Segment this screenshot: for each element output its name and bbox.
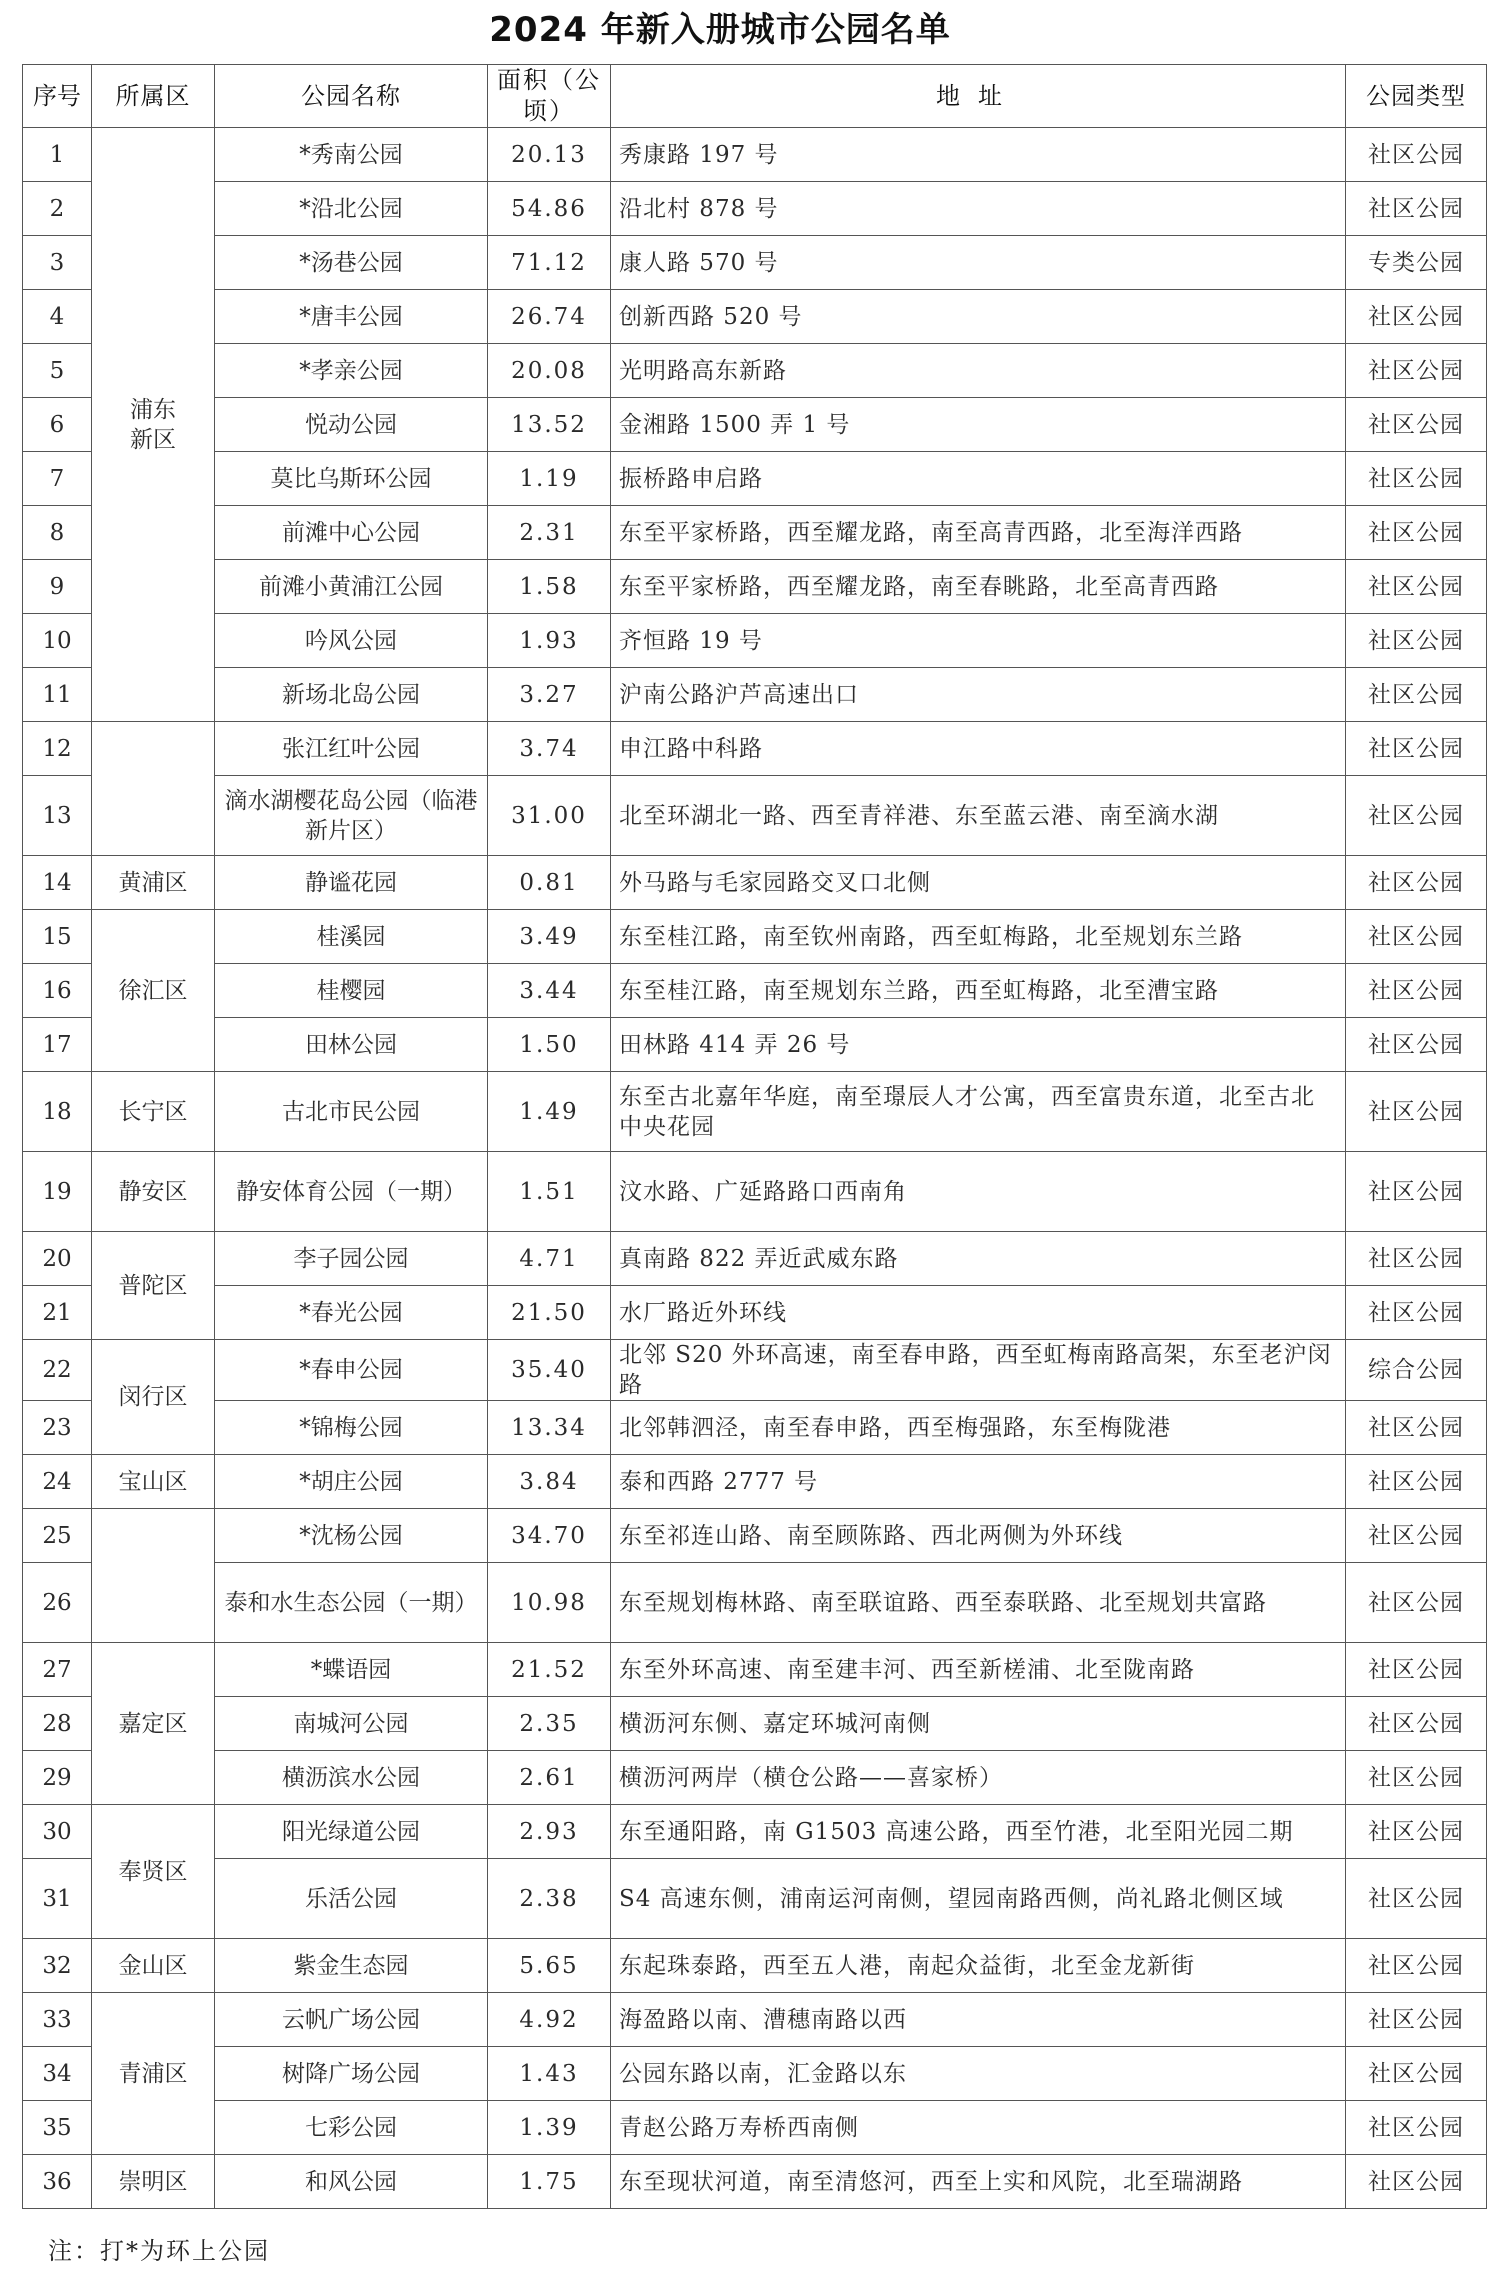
table-row (23, 128, 1487, 182)
cell-name: 阳光绿道公园 (215, 1805, 488, 1859)
cell-type: 社区公园 (1346, 1455, 1487, 1509)
cell-no: 3 (23, 236, 92, 290)
column-header-type: 公园类型 (1346, 65, 1487, 128)
cell-area: 5.65 (488, 1939, 611, 1993)
cell-type: 社区公园 (1346, 614, 1487, 668)
page-title: 2024 年新入册城市公园名单 (489, 10, 951, 50)
table-row (23, 290, 1487, 344)
cell-no: 24 (23, 1455, 92, 1509)
table-row (23, 1643, 1487, 1697)
cell-no: 27 (23, 1643, 92, 1697)
cell-district: 金山区 (92, 1939, 215, 1993)
cell-area: 1.19 (488, 452, 611, 506)
cell-no: 5 (23, 344, 92, 398)
cell-type: 社区公园 (1346, 1563, 1487, 1643)
cell-no: 1 (23, 128, 92, 182)
cell-address: 沿北村 878 号 (611, 182, 1346, 236)
cell-name: 泰和水生态公园（一期） (215, 1563, 488, 1643)
cell-type: 综合公园 (1346, 1340, 1487, 1401)
cell-no: 12 (23, 722, 92, 776)
cell-type: 社区公园 (1346, 452, 1487, 506)
cell-no: 29 (23, 1751, 92, 1805)
cell-no: 2 (23, 182, 92, 236)
cell-no: 23 (23, 1401, 92, 1455)
cell-address: 创新西路 520 号 (611, 290, 1346, 344)
cell-type: 社区公园 (1346, 856, 1487, 910)
cell-no: 21 (23, 1286, 92, 1340)
cell-area: 3.49 (488, 910, 611, 964)
table-row (23, 776, 1487, 856)
table-row (23, 452, 1487, 506)
cell-no: 9 (23, 560, 92, 614)
cell-name: *汤巷公园 (215, 236, 488, 290)
cell-name: *唐丰公园 (215, 290, 488, 344)
cell-type: 社区公园 (1346, 1751, 1487, 1805)
table-row (23, 1232, 1487, 1286)
cell-type: 社区公园 (1346, 910, 1487, 964)
cell-type: 社区公园 (1346, 1152, 1487, 1232)
cell-area: 2.61 (488, 1751, 611, 1805)
cell-name: *孝亲公园 (215, 344, 488, 398)
cell-address: 东至现状河道，南至清悠河，西至上实和风院，北至瑞湖路 (611, 2155, 1346, 2209)
cell-district (92, 722, 215, 856)
table-row (23, 1072, 1487, 1152)
cell-district: 长宁区 (92, 1072, 215, 1152)
cell-district (92, 1509, 215, 1643)
cell-address: 北至环湖北一路、西至青祥港、东至蓝云港、南至滴水湖 (611, 776, 1346, 856)
table-row (23, 1993, 1487, 2047)
cell-name: 田林公园 (215, 1018, 488, 1072)
cell-type: 社区公园 (1346, 1697, 1487, 1751)
cell-name: 静谧花园 (215, 856, 488, 910)
cell-address: 公园东路以南，汇金路以东 (611, 2047, 1346, 2101)
cell-name: 乐活公园 (215, 1859, 488, 1939)
cell-district: 闵行区 (92, 1340, 215, 1455)
cell-name: 和风公园 (215, 2155, 488, 2209)
cell-area: 3.27 (488, 668, 611, 722)
cell-type: 社区公园 (1346, 2101, 1487, 2155)
cell-name: 张江红叶公园 (215, 722, 488, 776)
cell-address: 真南路 822 弄近武威东路 (611, 1232, 1346, 1286)
cell-area: 3.44 (488, 964, 611, 1018)
cell-name: 前滩小黄浦江公园 (215, 560, 488, 614)
column-header-address: 地址 (611, 65, 1346, 128)
table-row (23, 1509, 1487, 1563)
cell-district: 宝山区 (92, 1455, 215, 1509)
cell-no: 8 (23, 506, 92, 560)
cell-name: 静安体育公园（一期） (215, 1152, 488, 1232)
table-row (23, 1939, 1487, 1993)
cell-type: 社区公园 (1346, 1401, 1487, 1455)
cell-name: 桂溪园 (215, 910, 488, 964)
park-table (22, 64, 1487, 2209)
footnote: 注：打*为环上公园 (48, 2237, 270, 2265)
cell-area: 3.74 (488, 722, 611, 776)
column-header-name: 公园名称 (215, 65, 488, 128)
cell-address: 东至平家桥路，西至耀龙路，南至春眺路，北至高青西路 (611, 560, 1346, 614)
cell-address: 振桥路申启路 (611, 452, 1346, 506)
cell-area: 20.13 (488, 128, 611, 182)
cell-name: 桂樱园 (215, 964, 488, 1018)
cell-type: 社区公园 (1346, 2155, 1487, 2209)
table-row (23, 1152, 1487, 1232)
table-row (23, 1563, 1487, 1643)
cell-name: 紫金生态园 (215, 1939, 488, 1993)
cell-address: 东至平家桥路，西至耀龙路，南至高青西路，北至海洋西路 (611, 506, 1346, 560)
cell-type: 社区公园 (1346, 776, 1487, 856)
cell-area: 1.75 (488, 2155, 611, 2209)
cell-area: 1.49 (488, 1072, 611, 1152)
cell-name: 滴水湖樱花岛公园（临港新片区） (215, 776, 488, 856)
cell-address: S4 高速东侧，浦南运河南侧，望园南路西侧，尚礼路北侧区域 (611, 1859, 1346, 1939)
cell-name: 云帆广场公园 (215, 1993, 488, 2047)
cell-address: 汶水路、广延路路口西南角 (611, 1152, 1346, 1232)
table-row (23, 614, 1487, 668)
cell-no: 15 (23, 910, 92, 964)
cell-name: 前滩中心公园 (215, 506, 488, 560)
cell-no: 7 (23, 452, 92, 506)
cell-name: 横沥滨水公园 (215, 1751, 488, 1805)
cell-type: 社区公园 (1346, 506, 1487, 560)
cell-area: 35.40 (488, 1340, 611, 1401)
cell-type: 社区公园 (1346, 1939, 1487, 1993)
cell-area: 26.74 (488, 290, 611, 344)
table-row (23, 2155, 1487, 2209)
cell-type: 社区公园 (1346, 668, 1487, 722)
cell-area: 0.81 (488, 856, 611, 910)
cell-address: 北邻 S20 外环高速，南至春申路，西至虹梅南路高架，东至老沪闵路 (611, 1340, 1346, 1401)
cell-district: 青浦区 (92, 1993, 215, 2155)
cell-address: 东至通阳路，南 G1503 高速公路，西至竹港，北至阳光园二期 (611, 1805, 1346, 1859)
table-row (23, 506, 1487, 560)
table-row (23, 1697, 1487, 1751)
cell-address: 东至桂江路，南至规划东兰路，西至虹梅路，北至漕宝路 (611, 964, 1346, 1018)
cell-name: *胡庄公园 (215, 1455, 488, 1509)
cell-name: 古北市民公园 (215, 1072, 488, 1152)
cell-no: 26 (23, 1563, 92, 1643)
cell-address: 申江路中科路 (611, 722, 1346, 776)
cell-type: 社区公园 (1346, 560, 1487, 614)
cell-no: 17 (23, 1018, 92, 1072)
cell-no: 34 (23, 2047, 92, 2101)
table-row (23, 1859, 1487, 1939)
cell-no: 32 (23, 1939, 92, 1993)
cell-address: 北邻韩泗泾，南至春申路，西至梅强路，东至梅陇港 (611, 1401, 1346, 1455)
table-row (23, 398, 1487, 452)
cell-area: 31.00 (488, 776, 611, 856)
cell-address: 东起珠泰路，西至五人港，南起众益街，北至金龙新街 (611, 1939, 1346, 1993)
cell-type: 社区公园 (1346, 1286, 1487, 1340)
cell-area: 21.50 (488, 1286, 611, 1340)
table-row (23, 2101, 1487, 2155)
cell-area: 2.31 (488, 506, 611, 560)
cell-address: 秀康路 197 号 (611, 128, 1346, 182)
cell-address: 水厂路近外环线 (611, 1286, 1346, 1340)
table-row (23, 1401, 1487, 1455)
cell-name: 吟风公园 (215, 614, 488, 668)
cell-area: 4.92 (488, 1993, 611, 2047)
table-row (23, 964, 1487, 1018)
table-row (23, 722, 1487, 776)
cell-district: 嘉定区 (92, 1643, 215, 1805)
cell-area: 13.52 (488, 398, 611, 452)
cell-no: 25 (23, 1509, 92, 1563)
cell-district: 黄浦区 (92, 856, 215, 910)
cell-no: 18 (23, 1072, 92, 1152)
cell-name: *沿北公园 (215, 182, 488, 236)
cell-name: 南城河公园 (215, 1697, 488, 1751)
cell-type: 社区公园 (1346, 1993, 1487, 2047)
cell-type: 社区公园 (1346, 1072, 1487, 1152)
column-header-district: 所属区 (92, 65, 215, 128)
cell-address: 齐恒路 19 号 (611, 614, 1346, 668)
cell-address: 沪南公路沪芦高速出口 (611, 668, 1346, 722)
cell-name: *秀南公园 (215, 128, 488, 182)
cell-no: 11 (23, 668, 92, 722)
cell-address: 横沥河东侧、嘉定环城河南侧 (611, 1697, 1346, 1751)
cell-name: *锦梅公园 (215, 1401, 488, 1455)
table-row (23, 1018, 1487, 1072)
cell-no: 22 (23, 1340, 92, 1401)
cell-address: 光明路高东新路 (611, 344, 1346, 398)
table-row (23, 668, 1487, 722)
table-row (23, 1455, 1487, 1509)
cell-type: 社区公园 (1346, 128, 1487, 182)
cell-type: 社区公园 (1346, 398, 1487, 452)
cell-area: 2.38 (488, 1859, 611, 1939)
cell-no: 16 (23, 964, 92, 1018)
cell-no: 33 (23, 1993, 92, 2047)
cell-area: 1.51 (488, 1152, 611, 1232)
cell-district: 浦东 新区 (92, 128, 215, 722)
cell-no: 31 (23, 1859, 92, 1939)
cell-name: 七彩公园 (215, 2101, 488, 2155)
column-header-no: 序号 (23, 65, 92, 128)
cell-name: *蝶语园 (215, 1643, 488, 1697)
cell-area: 2.35 (488, 1697, 611, 1751)
cell-name: 悦动公园 (215, 398, 488, 452)
table-row (23, 236, 1487, 290)
table-header-row (23, 65, 1487, 128)
cell-area: 21.52 (488, 1643, 611, 1697)
table-row (23, 182, 1487, 236)
table-row (23, 344, 1487, 398)
cell-no: 4 (23, 290, 92, 344)
cell-area: 3.84 (488, 1455, 611, 1509)
cell-name: *沈杨公园 (215, 1509, 488, 1563)
table-row (23, 856, 1487, 910)
cell-name: *春光公园 (215, 1286, 488, 1340)
cell-name: 莫比乌斯环公园 (215, 452, 488, 506)
cell-type: 专类公园 (1346, 236, 1487, 290)
table-body (23, 128, 1487, 2209)
cell-district: 徐汇区 (92, 910, 215, 1072)
cell-area: 10.98 (488, 1563, 611, 1643)
cell-district: 普陀区 (92, 1232, 215, 1340)
cell-address: 东至古北嘉年华庭，南至璟辰人才公寓，西至富贵东道，北至古北中央花园 (611, 1072, 1346, 1152)
cell-name: *春申公园 (215, 1340, 488, 1401)
cell-district: 崇明区 (92, 2155, 215, 2209)
cell-no: 36 (23, 2155, 92, 2209)
table-row (23, 2047, 1487, 2101)
cell-address: 横沥河两岸（横仓公路——喜家桥） (611, 1751, 1346, 1805)
cell-area: 71.12 (488, 236, 611, 290)
cell-name: 新场北岛公园 (215, 668, 488, 722)
cell-type: 社区公园 (1346, 1805, 1487, 1859)
column-header-area: 面积（公顷） (488, 65, 611, 128)
cell-address: 东至祁连山路、南至顾陈路、西北两侧为外环线 (611, 1509, 1346, 1563)
cell-name: 李子园公园 (215, 1232, 488, 1286)
cell-area: 1.39 (488, 2101, 611, 2155)
cell-name: 树降广场公园 (215, 2047, 488, 2101)
table-row (23, 1751, 1487, 1805)
cell-area: 4.71 (488, 1232, 611, 1286)
cell-type: 社区公园 (1346, 290, 1487, 344)
cell-type: 社区公园 (1346, 1509, 1487, 1563)
cell-area: 2.93 (488, 1805, 611, 1859)
cell-type: 社区公园 (1346, 182, 1487, 236)
cell-address: 田林路 414 弄 26 号 (611, 1018, 1346, 1072)
cell-no: 10 (23, 614, 92, 668)
cell-address: 青赵公路万寿桥西南侧 (611, 2101, 1346, 2155)
cell-area: 13.34 (488, 1401, 611, 1455)
cell-address: 东至桂江路，南至钦州南路，西至虹梅路，北至规划东兰路 (611, 910, 1346, 964)
cell-area: 54.86 (488, 182, 611, 236)
cell-no: 19 (23, 1152, 92, 1232)
cell-address: 金湘路 1500 弄 1 号 (611, 398, 1346, 452)
cell-type: 社区公园 (1346, 1018, 1487, 1072)
cell-type: 社区公园 (1346, 1859, 1487, 1939)
cell-address: 海盈路以南、漕穗南路以西 (611, 1993, 1346, 2047)
cell-area: 1.58 (488, 560, 611, 614)
cell-district: 静安区 (92, 1152, 215, 1232)
cell-type: 社区公园 (1346, 964, 1487, 1018)
cell-no: 28 (23, 1697, 92, 1751)
cell-no: 13 (23, 776, 92, 856)
cell-area: 34.70 (488, 1509, 611, 1563)
cell-type: 社区公园 (1346, 722, 1487, 776)
table-row (23, 1340, 1487, 1401)
table-row (23, 910, 1487, 964)
cell-address: 东至外环高速、南至建丰河、西至新槎浦、北至陇南路 (611, 1643, 1346, 1697)
cell-address: 外马路与毛家园路交叉口北侧 (611, 856, 1346, 910)
cell-type: 社区公园 (1346, 1232, 1487, 1286)
cell-no: 30 (23, 1805, 92, 1859)
cell-type: 社区公园 (1346, 2047, 1487, 2101)
cell-no: 14 (23, 856, 92, 910)
cell-type: 社区公园 (1346, 344, 1487, 398)
cell-area: 1.50 (488, 1018, 611, 1072)
cell-area: 1.93 (488, 614, 611, 668)
table-row (23, 1286, 1487, 1340)
cell-address: 东至规划梅林路、南至联谊路、西至泰联路、北至规划共富路 (611, 1563, 1346, 1643)
cell-area: 20.08 (488, 344, 611, 398)
cell-type: 社区公园 (1346, 1643, 1487, 1697)
cell-address: 泰和西路 2777 号 (611, 1455, 1346, 1509)
cell-no: 35 (23, 2101, 92, 2155)
table-row (23, 1805, 1487, 1859)
cell-no: 6 (23, 398, 92, 452)
cell-area: 1.43 (488, 2047, 611, 2101)
cell-district: 奉贤区 (92, 1805, 215, 1939)
cell-no: 20 (23, 1232, 92, 1286)
table-row (23, 560, 1487, 614)
cell-address: 康人路 570 号 (611, 236, 1346, 290)
